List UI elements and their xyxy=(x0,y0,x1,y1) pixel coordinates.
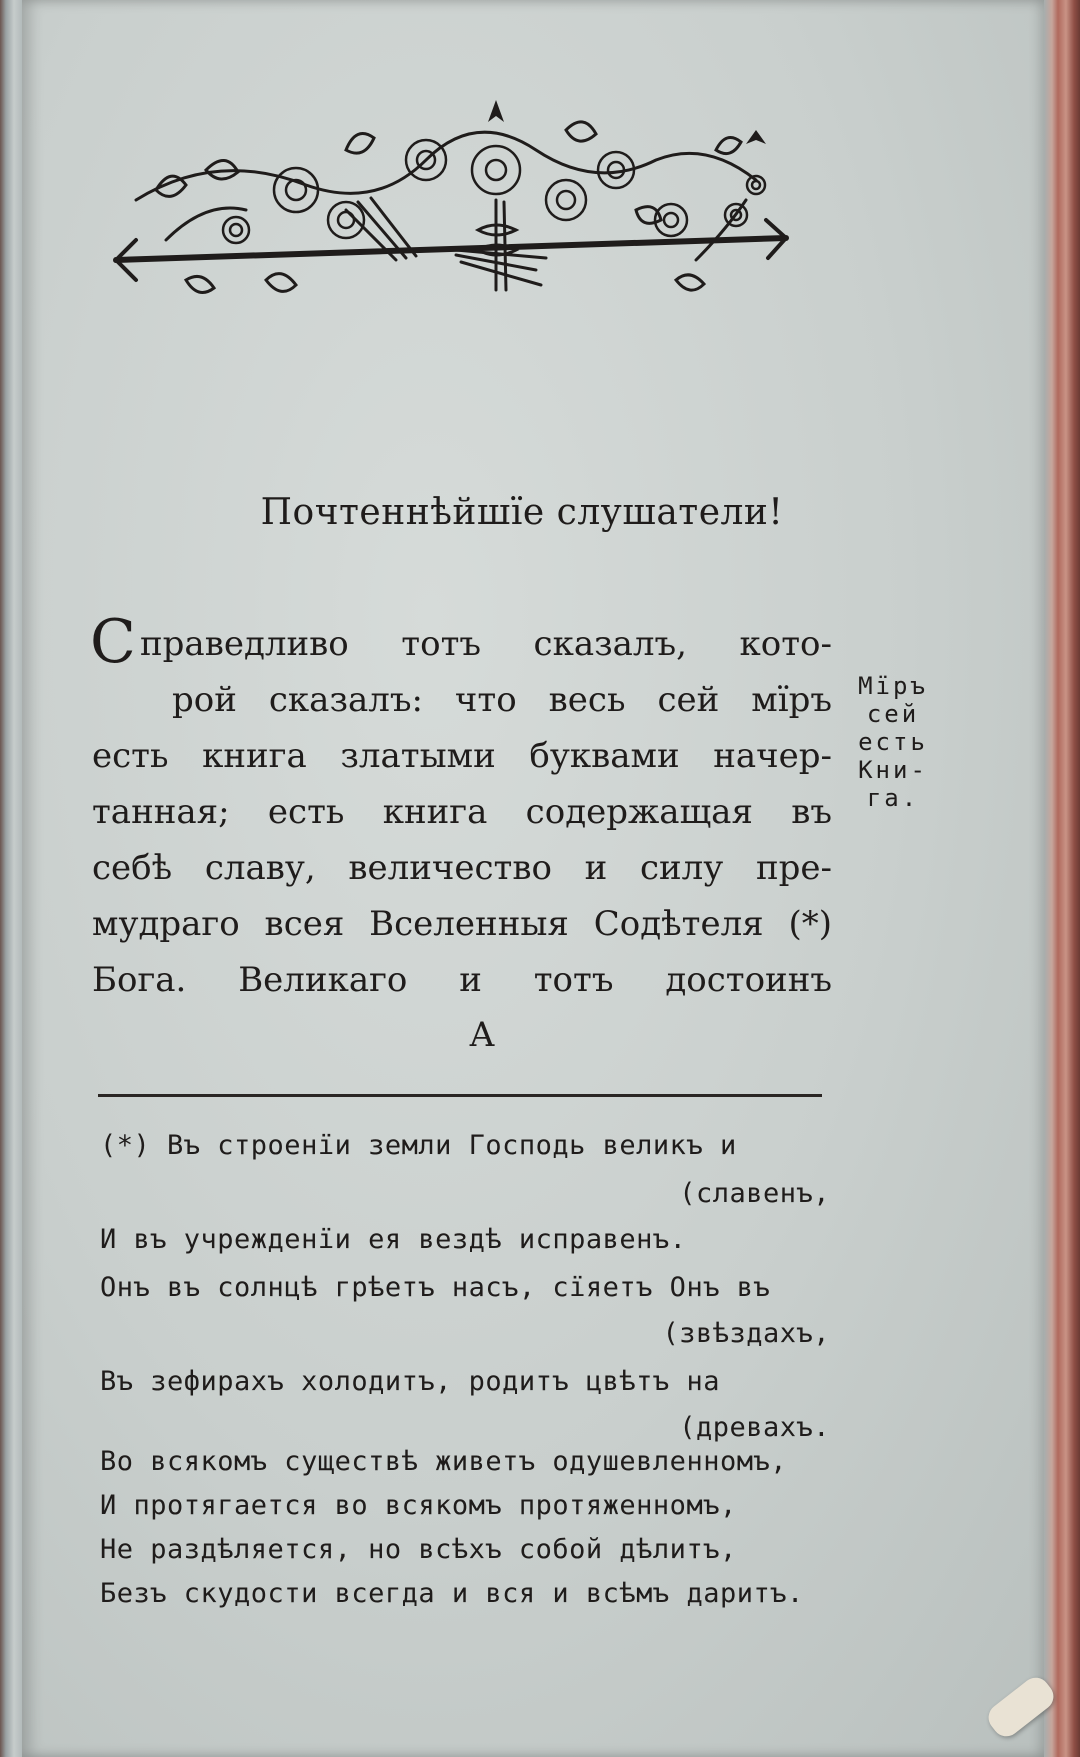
main-text-line: танная; есть книга содержащая въ xyxy=(92,792,832,832)
marginal-note-line: га. xyxy=(866,784,920,812)
main-text-line: себѣ славу, величество и силу пре- xyxy=(92,848,832,888)
footnote-line: Не раздѣляется, но всѣхъ собой дѣлитъ, xyxy=(100,1534,737,1565)
footnote-line: Во всякомъ существѣ живетъ одушевленномъ, xyxy=(100,1446,787,1477)
main-text-line: рой сказалъ: что весь сей мїръ xyxy=(172,680,832,720)
drop-cap: С xyxy=(90,607,136,677)
main-text-line: праведливо тотъ сказалъ, кото- xyxy=(140,624,832,664)
footnote-line: И въ учрежденїи ея вездѣ исправенъ. xyxy=(100,1224,687,1255)
marginal-note-line: сей xyxy=(866,700,920,728)
footnote-line: Въ зефирахъ холодитъ, родитъ цвѣтъ на xyxy=(100,1366,720,1397)
footnote-divider xyxy=(98,1094,822,1097)
footnote-line: Безъ скудости всегда и вся и всѣмъ даритъ. xyxy=(100,1578,804,1609)
main-text-line: есть книга златыми буквами начер- xyxy=(92,736,832,776)
marginal-note-line: Кни- xyxy=(858,756,928,784)
book-page xyxy=(22,0,1044,1757)
marginal-note-line: Мїръ xyxy=(858,672,928,700)
footnote-line: И протягается во всякомъ протяженномъ, xyxy=(100,1490,737,1521)
footnote-line: Онъ въ солнцѣ грѣетъ насъ, сїяетъ Онъ въ xyxy=(100,1272,771,1303)
main-text-line: Бога. Великаго и тотъ достоинъ xyxy=(92,960,832,1000)
main-text-line: мудраго всея Вселенныя Содѣтеля (*) xyxy=(92,904,832,944)
page-edges xyxy=(1044,0,1080,1757)
footnote-line: (славенъ, xyxy=(679,1178,830,1209)
page-heading: Почтеннѣйшїе слушатели! xyxy=(260,492,784,533)
floral-arrow-headpiece-icon xyxy=(96,90,826,330)
catchword: А xyxy=(469,1015,495,1055)
footnote-line: (*) Въ строенїи земли Господь великъ и xyxy=(100,1130,737,1161)
footnote-line: (звѣздахъ, xyxy=(662,1318,830,1349)
footnote-line: (древахъ. xyxy=(679,1412,830,1443)
marginal-note-line: есть xyxy=(858,728,928,756)
